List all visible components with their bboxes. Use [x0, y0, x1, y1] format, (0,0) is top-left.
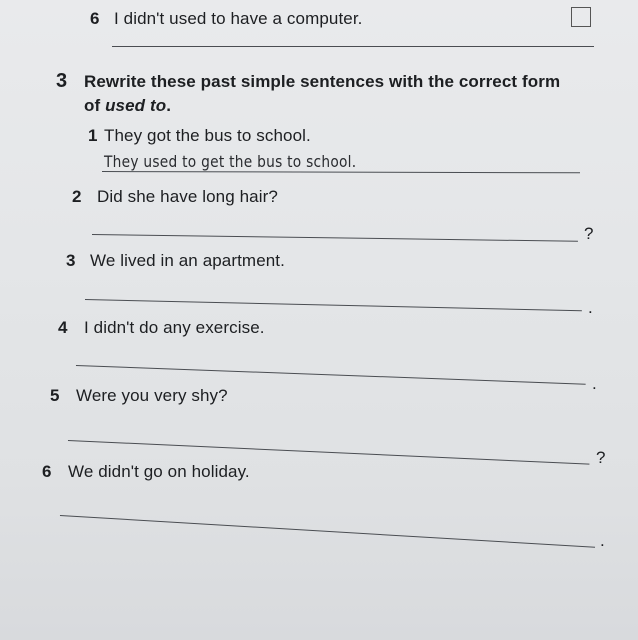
prev-item-number: 6: [90, 9, 100, 28]
item-2-number: 2: [72, 187, 82, 206]
item-3-end-punct: .: [588, 298, 593, 317]
item-4-text: I didn't do any exercise.: [84, 318, 265, 337]
item-2-answer-line[interactable]: [92, 234, 578, 242]
item-2-text: Did she have long hair?: [97, 187, 278, 206]
item-5-text: Were you very shy?: [76, 386, 228, 405]
item-4-answer-line[interactable]: [76, 365, 586, 385]
item-6-number: 6: [42, 462, 52, 481]
item-1-text: They got the bus to school.: [104, 126, 311, 145]
item-5-answer-line[interactable]: [68, 440, 590, 465]
item-5-end-punct: ?: [596, 448, 606, 467]
item-5-number: 5: [50, 386, 60, 405]
item-6-end-punct: .: [600, 531, 605, 550]
item-1-answer-line[interactable]: [102, 171, 580, 173]
section-number: 3: [56, 70, 68, 92]
item-1-number: 1: [88, 126, 98, 145]
used-to-term: used to: [105, 96, 167, 115]
item-4-number: 4: [58, 318, 68, 337]
item-3-text: We lived in an apartment.: [90, 251, 285, 270]
item-6-answer-line[interactable]: [60, 515, 595, 548]
section-instruction-line1: Rewrite these past simple sentences with the correct form: [84, 72, 561, 91]
prev-item-text: I didn't used to have a computer.: [114, 9, 363, 28]
prev-item-answer-line[interactable]: [112, 46, 594, 47]
section-instruction-line2: of used to.: [84, 96, 172, 115]
item-3-answer-line[interactable]: [85, 299, 582, 311]
prev-item-checkbox[interactable]: [571, 7, 591, 27]
item-4-end-punct: .: [592, 374, 597, 393]
item-2-end-punct: ?: [584, 224, 594, 243]
item-6-text: We didn't go on holiday.: [68, 462, 250, 481]
item-3-number: 3: [66, 251, 76, 270]
item-1-handwritten-answer: They used to get the bus to school.: [104, 152, 357, 171]
